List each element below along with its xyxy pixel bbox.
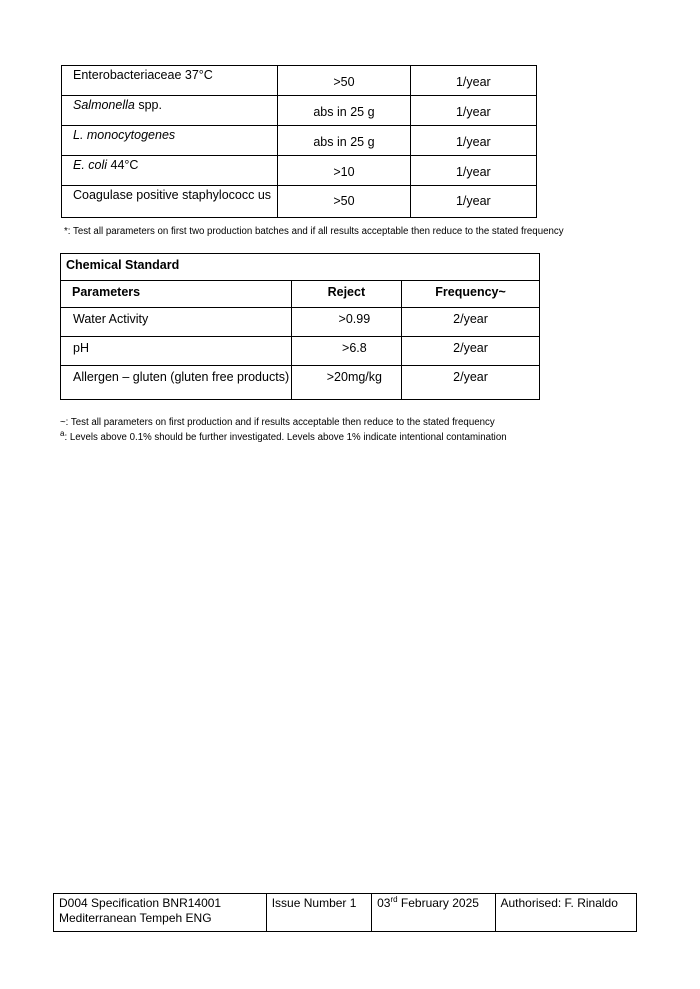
param-cell: Enterobacteriaceae 37°C xyxy=(62,66,278,96)
alpha-mark: a xyxy=(60,428,65,438)
frequency-cell: 1/year xyxy=(410,186,536,218)
param-rest: 44°C xyxy=(107,158,139,172)
table-row xyxy=(62,126,537,156)
document-footer xyxy=(53,893,637,932)
alpha-footnote xyxy=(60,428,507,444)
frequency-cell: 2/year xyxy=(402,337,540,366)
header-reject: Reject xyxy=(291,281,401,308)
footer-issue-number: Issue Number 1 xyxy=(266,894,371,932)
frequency-cell: 2/year xyxy=(402,366,540,400)
param-cell xyxy=(62,96,278,126)
micro-footnote: *: Test all parameters on first two production batches and if all results acceptable then reduce to the stated frequency xyxy=(64,226,564,237)
value-cell: >50 xyxy=(278,186,410,218)
frequency-cell: 1/year xyxy=(410,66,536,96)
footer-date xyxy=(372,894,495,932)
table-row xyxy=(62,96,537,126)
param-cell: pH xyxy=(61,337,292,366)
table-row xyxy=(62,156,537,186)
frequency-cell: 1/year xyxy=(410,156,536,186)
table-row xyxy=(61,366,540,400)
param-cell: Coagulase positive staphylococc us xyxy=(62,186,278,218)
table-row xyxy=(62,66,537,96)
value-cell: >50 xyxy=(278,66,410,96)
microbiological-table xyxy=(61,65,537,218)
header-frequency: Frequency~ xyxy=(402,281,540,308)
table-row xyxy=(61,337,540,366)
param-rest: spp. xyxy=(134,98,162,112)
value-cell: abs in 25 g xyxy=(278,96,410,126)
table-header-row xyxy=(61,281,540,308)
frequency-cell: 1/year xyxy=(410,96,536,126)
reject-cell: >6.8 xyxy=(291,337,401,366)
param-italic: E. coli xyxy=(73,158,108,172)
table-title-row xyxy=(61,254,540,281)
date-rest: February 2025 xyxy=(397,896,479,910)
date-day: 03 xyxy=(377,896,391,910)
value-cell: >10 xyxy=(278,156,410,186)
value-cell: abs in 25 g xyxy=(278,126,410,156)
param-cell: Allergen – gluten (gluten free products) xyxy=(61,366,292,400)
reject-cell: >20mg/kg xyxy=(291,366,401,400)
param-cell xyxy=(62,126,278,156)
param-italic: Salmonella xyxy=(73,98,135,112)
footer-document-id: D004 Specification BNR14001 Mediterranean Tempeh ENG xyxy=(54,894,267,932)
frequency-cell: 2/year xyxy=(402,308,540,337)
table-row xyxy=(61,308,540,337)
header-parameters: Parameters xyxy=(61,281,292,308)
param-italic: L. monocytogenes xyxy=(73,128,176,142)
frequency-cell: 1/year xyxy=(410,126,536,156)
tilde-footnote: ~: Test all parameters on first production and if results acceptable then reduce to the stated frequency xyxy=(60,417,495,428)
footer-row xyxy=(54,894,637,932)
param-cell: Water Activity xyxy=(61,308,292,337)
table-row xyxy=(62,186,537,218)
date-suffix: rd xyxy=(390,895,398,904)
reject-cell: >0.99 xyxy=(291,308,401,337)
table-title: Chemical Standard xyxy=(61,254,540,281)
param-cell xyxy=(62,156,278,186)
footer-authorised: Authorised: F. Rinaldo xyxy=(495,894,637,932)
chemical-standard-table xyxy=(60,253,540,400)
alpha-text: : Levels above 0.1% should be further investigated. Levels above 1% indicate intentional contamination xyxy=(64,432,507,443)
